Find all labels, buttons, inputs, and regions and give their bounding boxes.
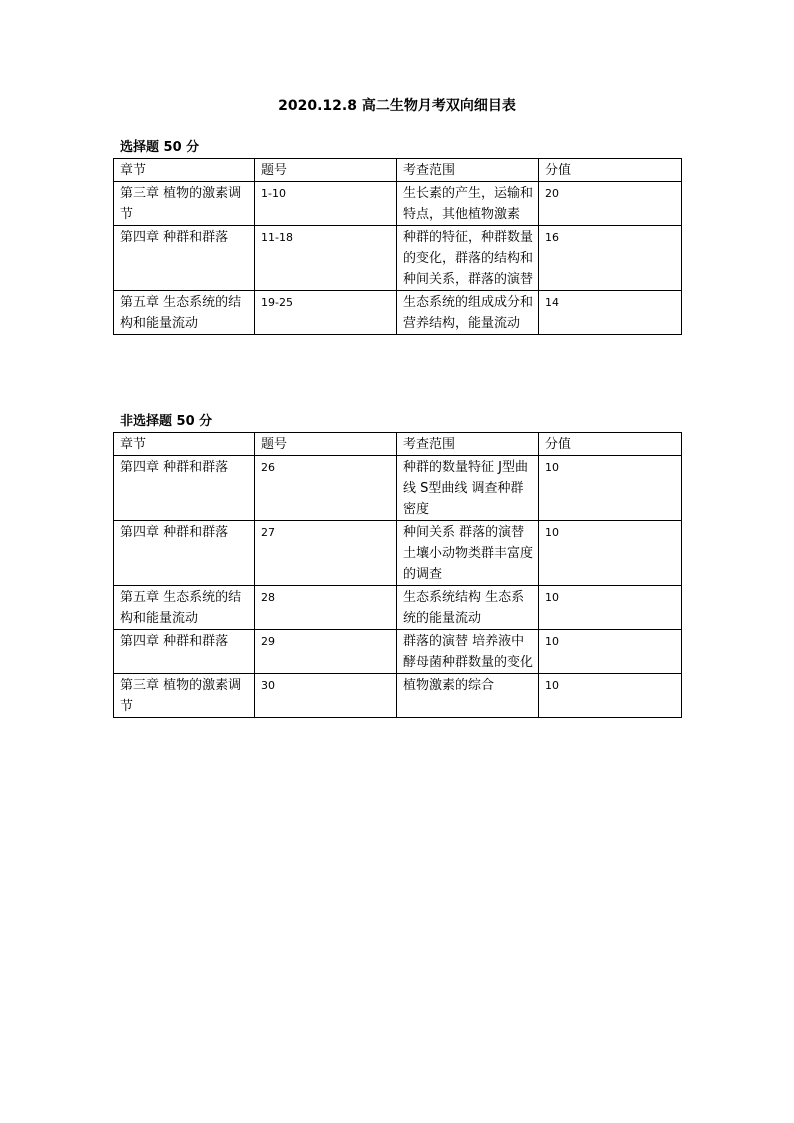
column-header-scope: 考查范围 [397, 433, 539, 456]
table-row [114, 226, 682, 291]
column-header-score: 分值 [539, 159, 682, 182]
table-row [114, 521, 682, 586]
number-cell: 29 [255, 630, 397, 674]
scope-cell: 植物激素的综合 [397, 674, 539, 718]
number-cell: 19-25 [255, 291, 397, 335]
score-cell: 10 [539, 521, 682, 586]
document-title: 2020.12.8 高二生物月考双向细目表 [278, 98, 516, 114]
table-row [114, 182, 682, 226]
scope-cell: 种间关系 群落的演替 土壤小动物类群丰富度的调查 [397, 521, 539, 586]
number-cell: 30 [255, 674, 397, 718]
table-header-row [114, 433, 682, 456]
score-cell: 10 [539, 456, 682, 521]
scope-cell: 种群的特征，种群数量的变化，群落的结构和种间关系，群落的演替 [397, 226, 539, 291]
column-header-score: 分值 [539, 433, 682, 456]
table-row [114, 456, 682, 521]
chapter-cell: 第三章 植物的激素调节 [114, 674, 255, 718]
section-label-multiple-choice: 选择题 50 分 [120, 140, 200, 155]
score-cell: 10 [539, 630, 682, 674]
chapter-cell: 第三章 植物的激素调节 [114, 182, 255, 226]
column-header-number: 题号 [255, 159, 397, 182]
scope-cell: 群落的演替 培养液中酵母菌种群数量的变化 [397, 630, 539, 674]
non-multiple-choice-table [113, 432, 682, 718]
column-header-chapter: 章节 [114, 159, 255, 182]
scope-cell: 生态系统的组成成分和营养结构，能量流动 [397, 291, 539, 335]
chapter-cell: 第四章 种群和群落 [114, 521, 255, 586]
chapter-cell: 第五章 生态系统的结构和能量流动 [114, 291, 255, 335]
number-cell: 1-10 [255, 182, 397, 226]
number-cell: 26 [255, 456, 397, 521]
column-header-number: 题号 [255, 433, 397, 456]
score-cell: 14 [539, 291, 682, 335]
chapter-cell: 第四章 种群和群落 [114, 630, 255, 674]
chapter-cell: 第四章 种群和群落 [114, 456, 255, 521]
number-cell: 28 [255, 586, 397, 630]
table-row [114, 586, 682, 630]
scope-cell: 生长素的产生，运输和特点，其他植物激素 [397, 182, 539, 226]
chapter-cell: 第四章 种群和群落 [114, 226, 255, 291]
number-cell: 27 [255, 521, 397, 586]
score-cell: 16 [539, 226, 682, 291]
number-cell: 11-18 [255, 226, 397, 291]
scope-cell: 种群的数量特征 J型曲线 S型曲线 调查种群密度 [397, 456, 539, 521]
table-header-row [114, 159, 682, 182]
section-label-non-multiple-choice: 非选择题 50 分 [120, 414, 213, 429]
score-cell: 10 [539, 586, 682, 630]
table-row [114, 674, 682, 718]
column-header-scope: 考查范围 [397, 159, 539, 182]
column-header-chapter: 章节 [114, 433, 255, 456]
table-row [114, 630, 682, 674]
scope-cell: 生态系统结构 生态系统的能量流动 [397, 586, 539, 630]
chapter-cell: 第五章 生态系统的结构和能量流动 [114, 586, 255, 630]
score-cell: 20 [539, 182, 682, 226]
score-cell: 10 [539, 674, 682, 718]
multiple-choice-table [113, 158, 682, 335]
table-row [114, 291, 682, 335]
